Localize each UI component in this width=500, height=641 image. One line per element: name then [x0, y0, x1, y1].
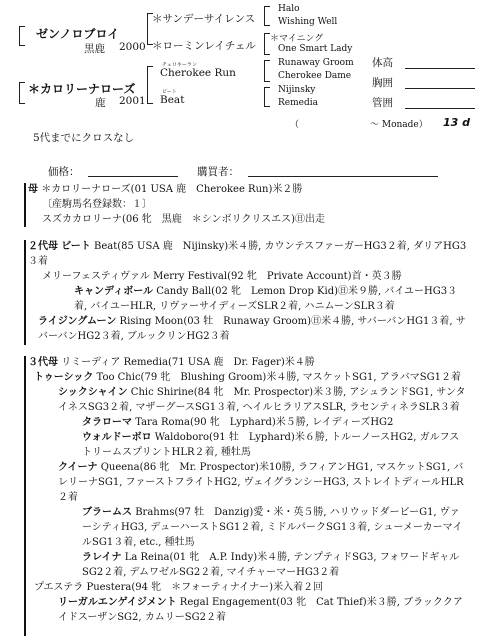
third-row-1-name: シックシャイン [58, 387, 128, 398]
dam-section-bar [24, 183, 26, 227]
third-row-5: Brahms(97 牡 Danzig)愛・米・英５勝, ハリウッドダービーG1, ヴァーシティHG3, デューハーストSG1２着, ミドルパークSG1３着, シューメーカーマイルSG1３着, etc., 種牡馬 [82, 507, 463, 548]
third-row-3-name: ウォルドーボロ [82, 432, 152, 443]
third-row-4: Queena(86 牝 Mr. Prospector)米10勝, ラフィアンHG1, マスケットSG1, バレリーナSG1, ファーストフライトHG2, ヴェイグランシーHG3, ストレイトディールHLR２着 [58, 462, 464, 503]
third-row-8-name: リーガルエンゲイジメント [58, 597, 177, 608]
dam-sire: Cherokee Run [160, 67, 236, 79]
dam-line2: 〔産駒馬名登録数：１〕 [42, 199, 152, 210]
g3-2: Wishing Well [278, 17, 338, 27]
g3-4: One Smart Lady [278, 44, 353, 54]
third-row-6: La Reina(01 牝 A.P. Indy)米４勝, テンプティドSG3, フォワードギャルSG2２着, デムワゼルSG2２着, マイチャーマーHG3２着 [82, 552, 460, 578]
price-label: 価格： [48, 166, 80, 178]
gen2-brace-bottom [147, 66, 153, 104]
buyer-label: 購買者： [197, 166, 239, 178]
buyer-line[interactable] [248, 176, 438, 177]
measure-cannon: 管囲 [372, 97, 393, 109]
dam-line3: スズカカロリーナ(06 牝 黒鹿 ＊シンボリクリスエス)㊐出走 [42, 214, 326, 225]
sire-sire: ＊サンデーサイレンス [152, 13, 256, 25]
dam-brace [19, 82, 25, 104]
second-l3-name: キャンディボール [74, 286, 153, 297]
dam-section [28, 182, 325, 227]
gen3-brace-3 [264, 60, 270, 82]
second-section-bar [24, 240, 26, 345]
third-row-0-name: トゥーシック [34, 372, 94, 383]
second-label: ２代母 [28, 241, 58, 252]
gen3-brace-4 [264, 87, 270, 107]
dam-line1: ＊カロリーナローズ(01 USA 鹿 Cherokee Run)米２勝 [41, 184, 303, 195]
g3-1: Halo [278, 4, 300, 14]
dam-year: 2001 [119, 95, 146, 107]
inbreed-note: ～ Monade） [370, 120, 428, 130]
g3-8: Remedia [278, 98, 318, 108]
second-l3: Candy Ball(02 牝 Lemon Drop Kid)㊐米９勝, バイユーHG3３着, バイユーHLR, リヴァーサイディーズSLR２着, ハニムーンSLR３着 [74, 286, 458, 312]
third-row-2-name: タラローマ [82, 417, 132, 428]
third-row-2: Tara Roma(90 牝 Lyphard)米５勝, レイディーズHG2 [135, 417, 394, 428]
third-section [28, 355, 468, 625]
inbreed-paren: （ [290, 120, 300, 130]
second-l2: メリーフェスティヴァル Merry Festival(92 牝 Private Account)首・英３勝 [42, 271, 402, 282]
third-label: ３代母 [28, 357, 58, 368]
sire-year: 2000 [119, 41, 146, 53]
dam-dam: Beat [160, 94, 185, 106]
dam-label: 母 [28, 184, 38, 195]
g3-3: ＊マイニング [270, 34, 324, 44]
g3-6: Cherokee Dame [278, 71, 352, 81]
measure-chest: 胸囲 [372, 77, 393, 89]
second-l4-name: ライジングムーン [38, 316, 117, 327]
dam-name: ＊カロリーナローズ [28, 82, 136, 96]
third-row-4-name: クイーナ [58, 462, 98, 473]
second-section [28, 239, 468, 344]
third-row-0: Too Chic(79 牝 Blushing Groom)米４勝, マスケットSG1, アラバマSG1２着 [96, 372, 461, 383]
third-row-6-name: ラレイナ [82, 552, 122, 563]
dam-color: 鹿 [95, 97, 106, 109]
third-row-8: Regal Engagement(03 牝 Cat Thief)米３勝, ブラッククアイドスーザンSG2, カムリーSG2２着 [58, 597, 463, 623]
third-row-5-name: ブラームス [82, 507, 132, 518]
sire-name: ゼンノロブロイ [36, 27, 120, 41]
pedigree-number: 13 d [443, 116, 471, 129]
cross-note: 5代までにクロスなし [33, 132, 135, 144]
sire-brace [19, 26, 25, 46]
third-row-3: Waldoboro(91 牡 Lyphard)米６勝, トルーノースHG2, ガルフストリームスプリントHLR２着, 種牡馬 [82, 432, 460, 458]
sire-color: 黒鹿 [84, 43, 105, 55]
dam-dam-ruby: ビート [162, 89, 177, 95]
sire-dam: ＊ローミンレイチェル [152, 40, 256, 52]
third-row-7: プエステラ Puestera(94 牝 ＊フォーティナイナー)米入着２回 [34, 582, 324, 593]
measure-height-line [405, 68, 475, 69]
second-text: Beat(85 USA 鹿 Nijinsky)米４勝, カウンテスファーガーHG3２着, ダリアHG3３着 [28, 241, 467, 267]
measure-cannon-line [405, 108, 475, 109]
measure-chest-line [405, 88, 475, 89]
g3-7: Nijinsky [278, 85, 316, 95]
g3-5: Runaway Groom [278, 58, 354, 68]
third-section-bar [24, 356, 26, 636]
second-l4: Rising Moon(03 牡 Runaway Groom)㊐米４勝, サバーバンHG1３着, サバーバンHG2３着, ブルックリンHG2３着 [38, 316, 466, 342]
price-line[interactable] [88, 176, 178, 177]
third-head: リミーディア Remedia(71 USA 鹿 Dr. Fager)米４勝 [61, 357, 315, 368]
second-name: ビート [61, 241, 91, 252]
gen3-brace-1 [264, 6, 270, 26]
third-row-1: Chic Shirine(84 牝 Mr. Prospector)米３勝, アシュランドSG1, サンタイネスSG3２着, マザーグースSG1３着, ヘイルヒラリアスSLR, ラセンティネラSLR３着 [58, 387, 466, 413]
measure-height: 体高 [372, 57, 393, 69]
dam-sire-ruby: チェロキーラン [162, 62, 197, 68]
